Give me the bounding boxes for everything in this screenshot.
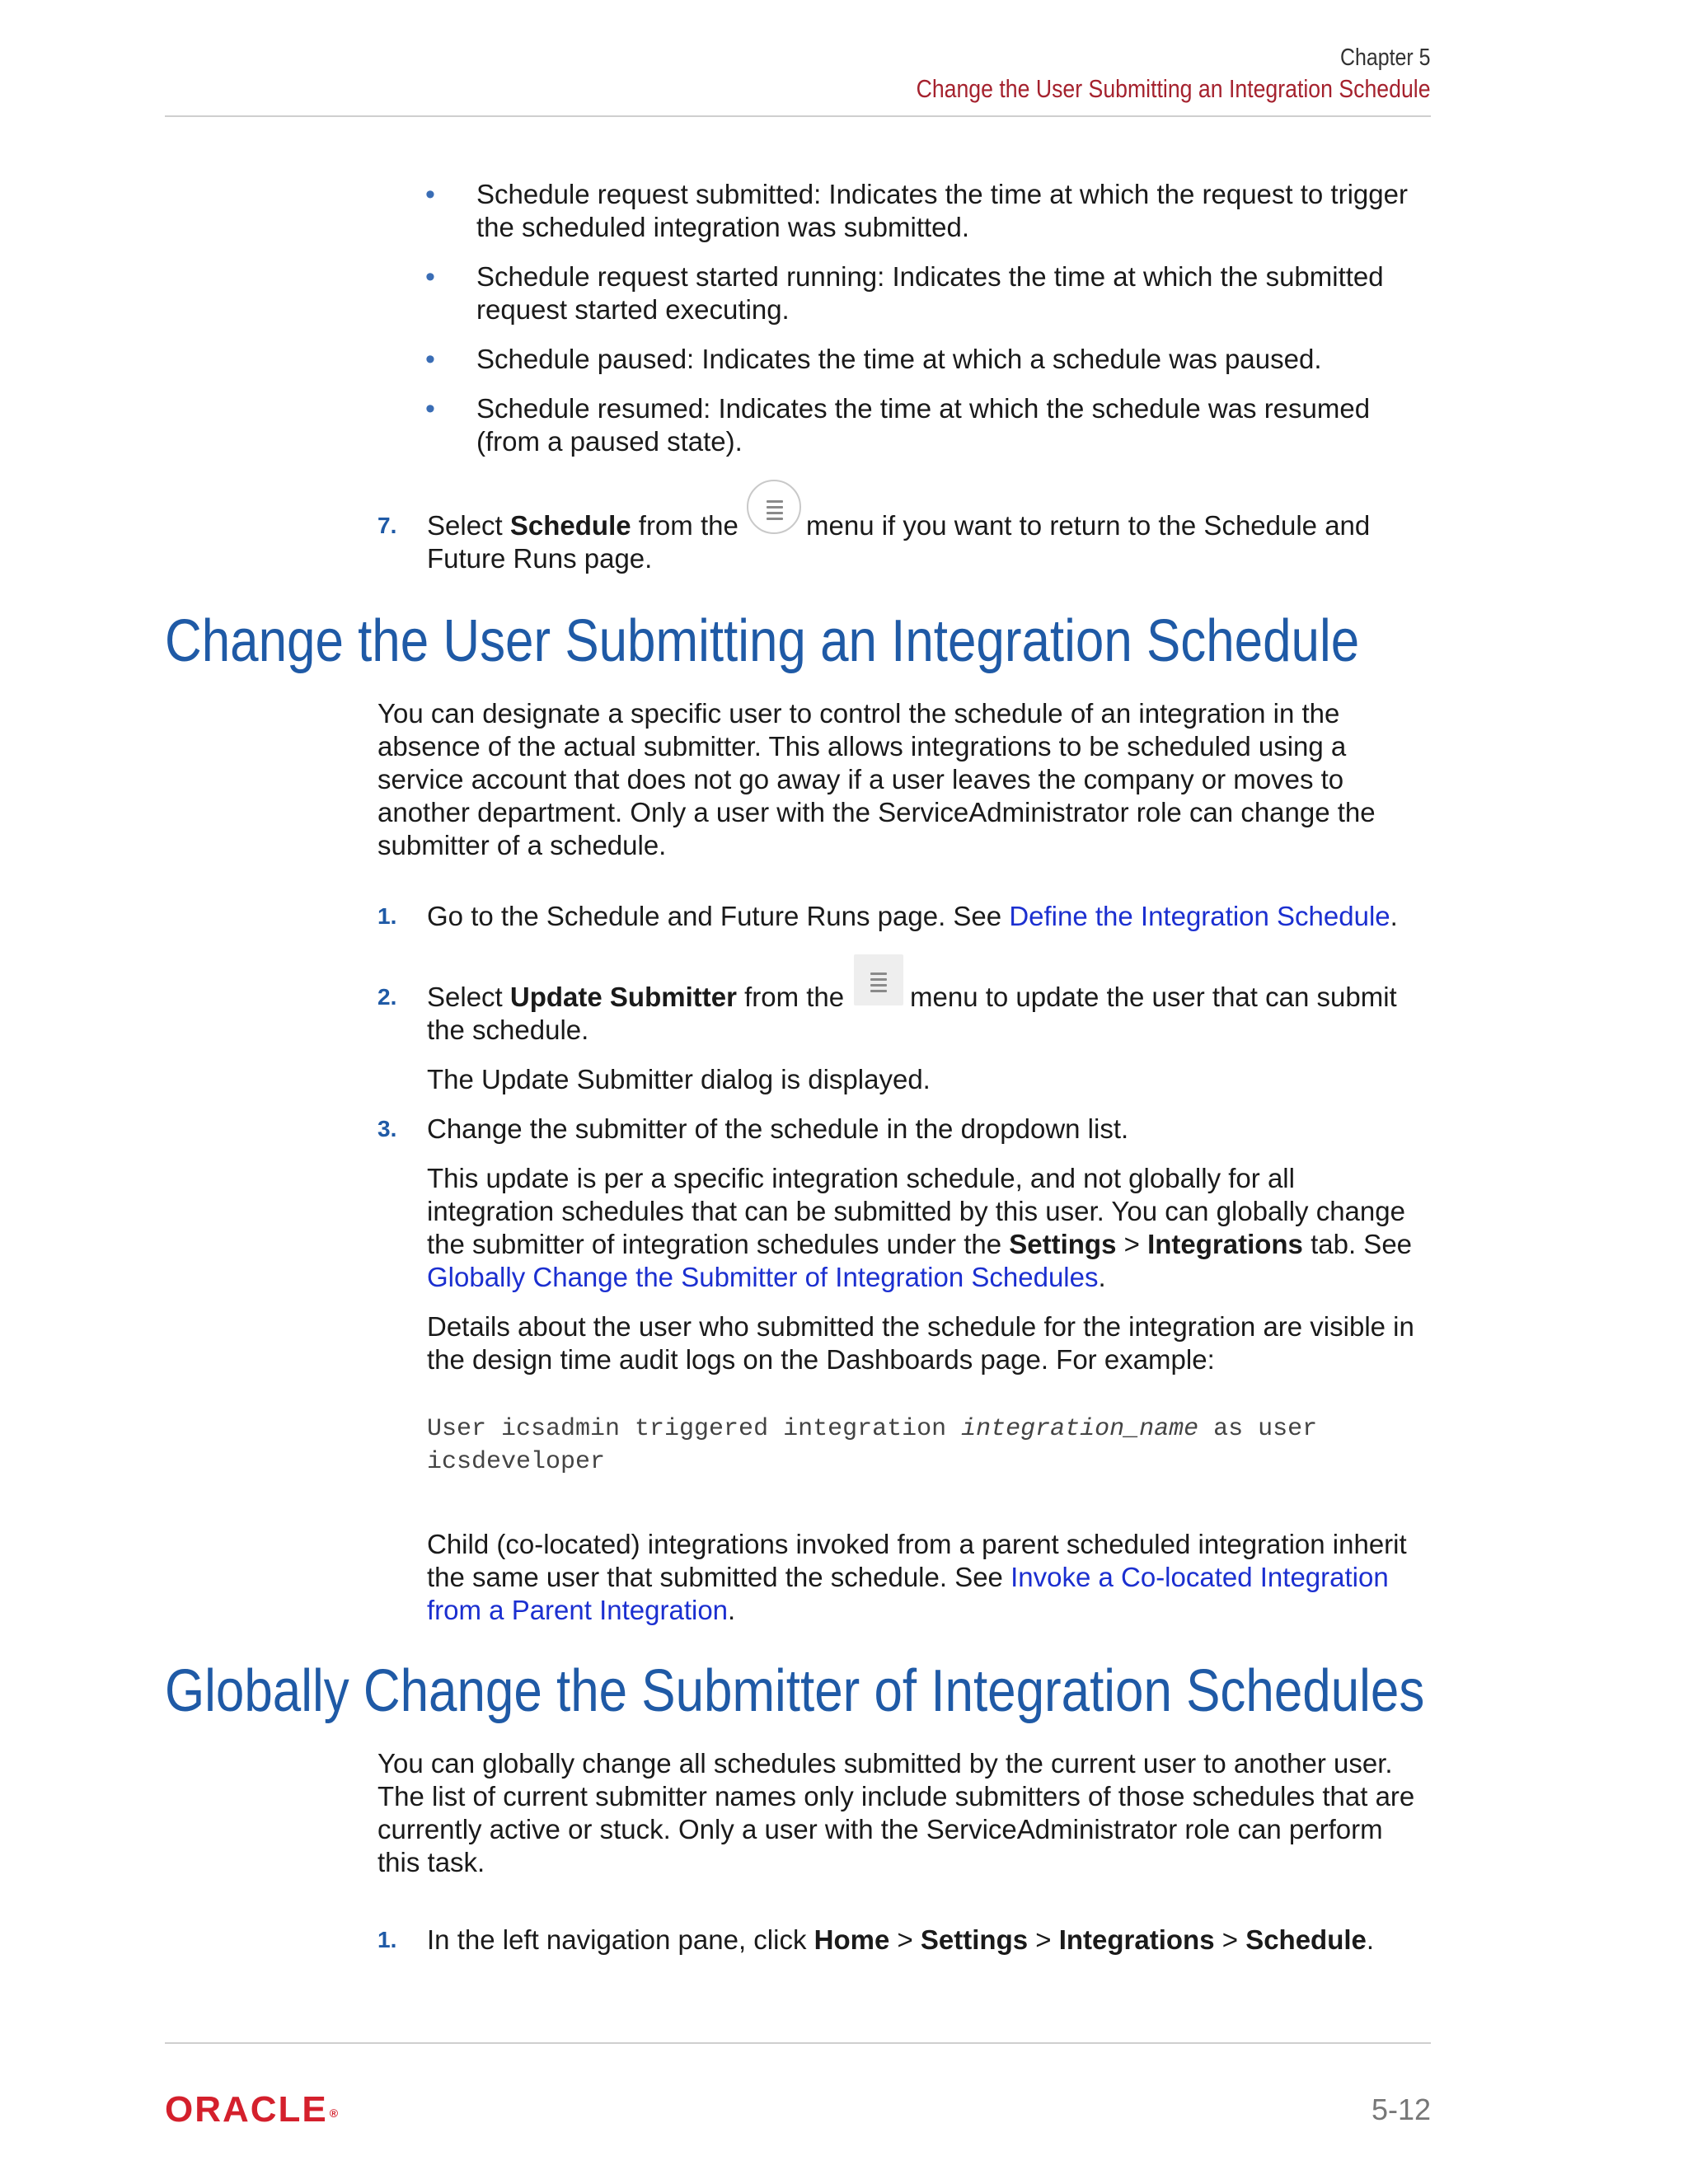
section-heading: Globally Change the Submitter of Integration Schedules xyxy=(165,1658,1425,1724)
paragraph-line: absence of the actual submitter. This allows integrations to be scheduled using a xyxy=(377,731,1347,762)
step-number: 1. xyxy=(377,1927,397,1952)
running-header xyxy=(832,43,1431,105)
paragraph-line: the design time audit logs on the Dashboards page. For example: xyxy=(427,1344,1215,1375)
section-heading: Change the User Submitting an Integration Schedule xyxy=(165,608,1360,674)
link-globally-change-submitter[interactable]: Globally Change the Submitter of Integration Schedules xyxy=(427,1262,1099,1292)
bullet-text: Schedule resumed: Indicates the time at which the schedule was resumed xyxy=(476,393,1371,424)
step-text: Future Runs page. xyxy=(427,543,653,574)
step-number: 3. xyxy=(377,1116,397,1141)
paragraph-line: submitter of a schedule. xyxy=(377,830,667,860)
paragraph-line: the same user that submitted the schedule. See Invoke a Co-located Integration xyxy=(427,1562,1389,1592)
paragraph-line: service account that does not go away if a user leaves the company or moves to xyxy=(377,764,1344,794)
paragraph-line: the submitter of integration schedules under the Settings > Integrations tab. See xyxy=(427,1229,1413,1259)
paragraph-line: this task. xyxy=(377,1847,485,1877)
step-text: Change the submitter of the schedule in the dropdown list. xyxy=(427,1113,1129,1144)
step-note: The Update Submitter dialog is displayed. xyxy=(427,1064,931,1094)
bullet-text: Schedule paused: Indicates the time at which a schedule was paused. xyxy=(476,344,1322,374)
step-text: In the left navigation pane, click Home > Settings > Integrations > Schedule. xyxy=(427,1924,1375,1955)
link-define-integration-schedule[interactable]: Define the Integration Schedule xyxy=(1009,901,1390,931)
paragraph-line: another department. Only a user with the ServiceAdministrator role can change the xyxy=(377,797,1376,827)
link-invoke-colocated-integration-cont[interactable]: from a Parent Integration xyxy=(427,1595,729,1625)
paragraph-line: You can globally change all schedules submitted by the current user to another user. xyxy=(377,1748,1393,1779)
bullet-text: request started executing. xyxy=(476,294,790,325)
paragraph-line: currently active or stuck. Only a user with the ServiceAdministrator role can perform xyxy=(377,1814,1383,1844)
paragraph-line: The list of current submitter names only include submitters of those schedules that are xyxy=(377,1781,1415,1811)
bullet-marker: • xyxy=(425,393,435,424)
paragraph-line: Child (co-located) integrations invoked from a parent scheduled integration inherit xyxy=(427,1529,1407,1559)
page-number: 5-12 xyxy=(1371,2093,1431,2126)
bullet-marker: • xyxy=(425,344,435,375)
bullet-text: Schedule request started running: Indicates the time at which the submitted xyxy=(476,261,1384,292)
paragraph-line: This update is per a specific integration schedule, and not globally for all xyxy=(427,1163,1295,1193)
menu-icon xyxy=(854,954,903,1005)
step-text: Select Schedule from the xyxy=(427,510,738,541)
oracle-logo: ORACLE ® xyxy=(165,2089,340,2130)
step-text: the schedule. xyxy=(427,1015,589,1045)
chapter-label: Chapter 5 xyxy=(1340,45,1431,71)
step-text: Select Update Submitter from the xyxy=(427,982,845,1012)
bullet-text: Schedule request submitted: Indicates the time at which the request to trigger xyxy=(476,179,1408,209)
bullet-marker: • xyxy=(425,261,435,293)
step-number: 1. xyxy=(377,903,397,929)
step-number: 7. xyxy=(377,513,397,538)
menu-icon xyxy=(747,480,801,534)
footer-divider xyxy=(165,2042,1431,2044)
header-divider xyxy=(165,115,1431,117)
code-line: User icsadmin triggered integration integration_name as user xyxy=(427,1415,1318,1443)
paragraph-line: integration schedules that can be submitted by this user. You can globally change xyxy=(427,1196,1405,1226)
step-text: menu if you want to return to the Schedule and xyxy=(806,510,1371,541)
code-line: icsdeveloper xyxy=(427,1448,606,1476)
paragraph-line: from a Parent Integration. xyxy=(427,1595,736,1625)
bullet-text: (from a paused state). xyxy=(476,426,743,457)
running-section-title: Change the User Submitting an Integration Schedule xyxy=(917,74,1431,103)
paragraph-line: You can designate a specific user to control the schedule of an integration in the xyxy=(377,698,1340,729)
bullet-marker: • xyxy=(425,179,435,210)
paragraph-line: Details about the user who submitted the schedule for the integration are visible in xyxy=(427,1311,1414,1342)
paragraph-line: Globally Change the Submitter of Integration Schedules. xyxy=(427,1262,1106,1292)
link-invoke-colocated-integration[interactable]: Invoke a Co-located Integration xyxy=(1010,1562,1389,1592)
step-number: 2. xyxy=(377,984,397,1010)
bullet-text: the scheduled integration was submitted. xyxy=(476,212,970,242)
step-text: Go to the Schedule and Future Runs page. See Define the Integration Schedule. xyxy=(427,901,1398,931)
step-text: menu to update the user that can submit xyxy=(910,982,1397,1012)
